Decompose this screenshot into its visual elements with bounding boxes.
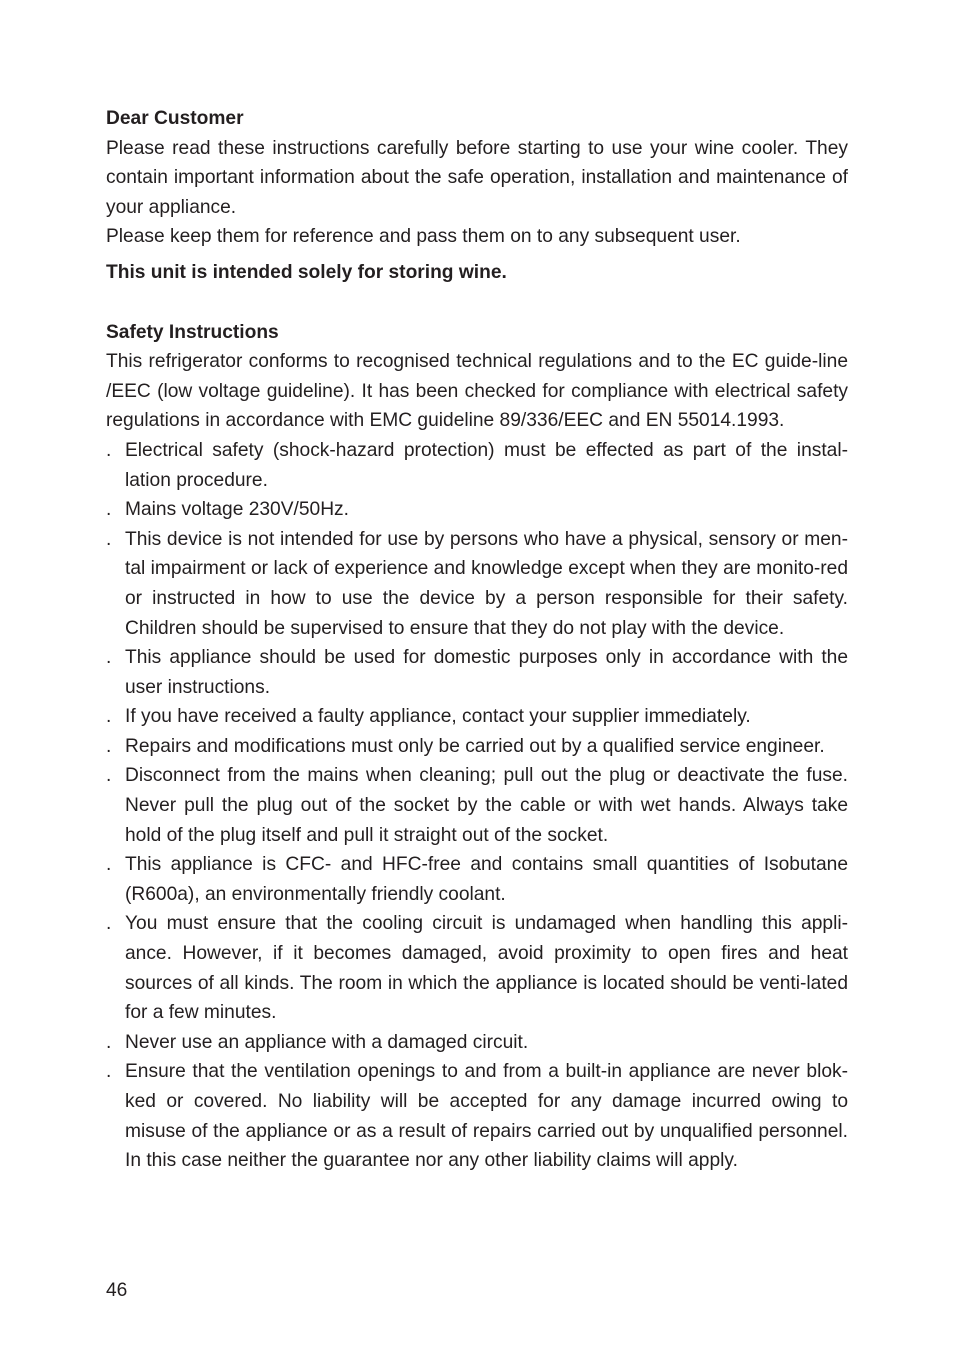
section-heading-dear-customer: Dear Customer xyxy=(106,108,244,129)
list-item-text: Mains voltage 230V/50Hz. xyxy=(125,499,349,521)
document-body xyxy=(106,104,848,1176)
intended-use-statement: This unit is intended solely for storing wine. xyxy=(106,261,507,283)
intro-paragraph: Please read these instructions carefully before starting to use your wine cooler. They contain important information about the safe operation, installation and maintenance of your appliance. xyxy=(106,137,848,218)
list-item-text: You must ensure that the cooling circuit is undamaged when handling this appli-ance. However, if it becomes damaged, avoid proximity to open fires and heat sources of all kinds. The room in which the appliance is located should be venti-lated for a few minutes. xyxy=(125,913,848,1024)
list-item xyxy=(106,525,848,643)
list-item-text: This appliance should be used for domestic purposes only in accordance with the user instructions. xyxy=(125,647,848,698)
bullet-marker: . xyxy=(106,1061,112,1083)
bullet-marker: . xyxy=(106,439,112,461)
bullet-marker: . xyxy=(106,735,112,757)
list-item xyxy=(106,850,848,909)
safety-paragraph: This refrigerator conforms to recognised technical regulations and to the EC guide-line /EEC (low voltage guideline). It has been checked for compliance with electrical safety regulations in accordance with EMC guideline 89/336/EEC and EN 55014.1993. xyxy=(106,351,848,432)
list-item xyxy=(106,495,848,525)
reference-paragraph: Please keep them for reference and pass them on to any subsequent user. xyxy=(106,226,741,248)
list-item xyxy=(106,436,848,495)
bullet-marker: . xyxy=(106,913,112,935)
bullet-marker: . xyxy=(106,528,112,550)
section-heading-safety-instructions: Safety Instructions xyxy=(106,321,279,343)
list-item-text: This device is not intended for use by persons who have a physical, sensory or men-tal impairment or lack of experience and knowledge except when they are monito-red or instructed in how to use the device by a person responsible for their safety. Children should be supervised to ensure that they do not play with the device. xyxy=(125,528,848,639)
list-item-text: Never use an appliance with a damaged circuit. xyxy=(125,1031,529,1053)
list-item xyxy=(106,1057,848,1175)
bullet-marker: . xyxy=(106,706,112,728)
list-item-text: Electrical safety (shock-hazard protection) must be effected as part of the instal-lation procedure. xyxy=(125,439,848,491)
list-item xyxy=(106,761,848,850)
list-item-text: Disconnect from the mains when cleaning; pull out the plug or deactivate the fuse. Never pull the plug out of the socket by the cable or with wet hands. Always take hold of the plug itself and pull it straight out of the socket. xyxy=(125,765,848,846)
list-item xyxy=(106,909,848,1027)
list-item xyxy=(106,732,848,762)
page-number: 46 xyxy=(106,1280,128,1301)
list-item xyxy=(106,702,848,732)
list-item-text: This appliance is CFC- and HFC-free and contains small quantities of Isobutane (R600a), an environmentally friendly coolant. xyxy=(125,854,848,905)
bullet-marker: . xyxy=(106,765,112,787)
bullet-marker: . xyxy=(106,1031,112,1053)
list-item-text: Ensure that the ventilation openings to and from a built-in appliance are never blok-ked or covered. No liability will be accepted for any damage incurred owing to misuse of the appliance or as a result of repairs carried out by unqualified personnel. In this case neither the guarantee nor any other liability claims will apply. xyxy=(125,1061,848,1172)
list-item-text: Repairs and modifications must only be carried out by a qualified service engineer. xyxy=(125,735,825,757)
bullet-marker: . xyxy=(106,499,112,521)
bullet-marker: . xyxy=(106,854,112,876)
safety-instructions-list xyxy=(106,436,848,1176)
list-item xyxy=(106,643,848,702)
list-item-text: If you have received a faulty appliance, contact your supplier immediately. xyxy=(125,706,751,728)
bullet-marker: . xyxy=(106,647,112,669)
list-item xyxy=(106,1028,848,1058)
